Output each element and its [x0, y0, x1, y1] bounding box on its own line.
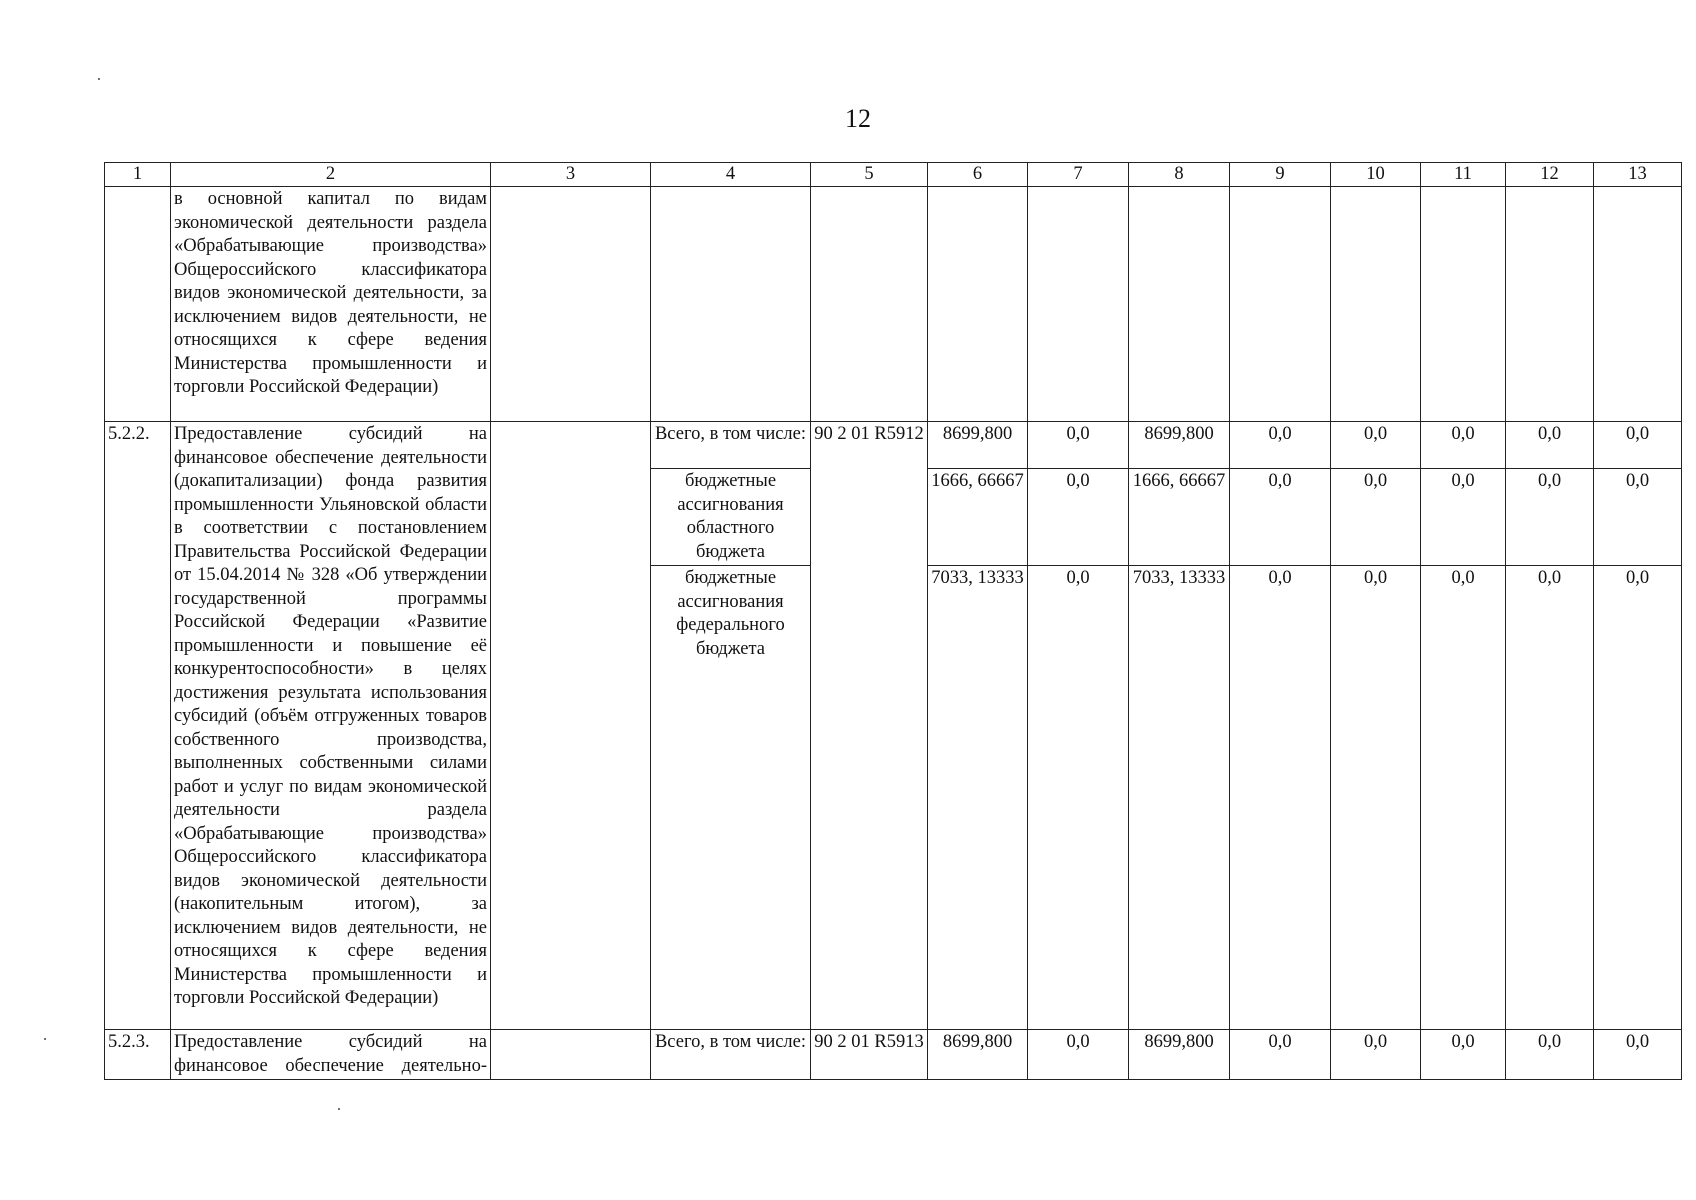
value-cell: 0,0 — [1594, 422, 1682, 469]
table-row — [105, 422, 1682, 469]
budget-table — [104, 162, 1682, 1080]
funding-source: Всего, в том числе: — [651, 422, 811, 469]
row-description: Предоставление субсидий на финансовое обеспечение деятельности (докапитализации) фонда развития промышленности Ульяновской области в соответствии с постановлением Правительства Российской Федерации от 15.04.2014 № 328 «Об утверждении государственной программы Российской Федерации «Развитие промышленности и повышение её конкурентоспособности» в целях достижения результата использования субсидий (объём отгруженных товаров собственного производства, выполненных собственными силами работ и услуг по видам экономической деятельности раздела «Обрабатывающие производства» Общероссийского классификатора видов экономической деятельности (накопительным итогом), за исключением видов деятельности, не относящихся к сфере ведения Министерства промышленности и торговли Российской Федерации) — [171, 422, 491, 1030]
col-header: 3 — [491, 163, 651, 187]
col-header: 1 — [105, 163, 171, 187]
value-cell: 0,0 — [1230, 1030, 1331, 1080]
value-cell: 0,0 — [1230, 469, 1331, 566]
value-cell: 0,0 — [1594, 566, 1682, 1030]
budget-code: 90 2 01 R5913 — [811, 1030, 928, 1080]
col-header: 4 — [651, 163, 811, 187]
funding-source: бюджетные ассигнования областного бюджета — [651, 469, 811, 566]
col-header: 2 — [171, 163, 491, 187]
value-cell: 0,0 — [1421, 1030, 1506, 1080]
value-cell: 1666, 66667 — [1129, 469, 1230, 566]
col-header: 12 — [1506, 163, 1594, 187]
value-cell: 0,0 — [1594, 1030, 1682, 1080]
value-cell: 0,0 — [1506, 469, 1594, 566]
value-cell: 0,0 — [1331, 1030, 1421, 1080]
row-description: в основной капитал по видам экономической деятельности раздела «Обрабатывающие производства» Общероссийского классификатора видов экономической деятельности, за исключением видов деятельности, не относящихся к сфере ведения Министерства промышленности и торговли Российской Федерации) — [171, 187, 491, 422]
value-cell: 0,0 — [1594, 469, 1682, 566]
value-cell: 8699,800 — [928, 1030, 1028, 1080]
value-cell: 0,0 — [1331, 469, 1421, 566]
value-cell: 0,0 — [1331, 566, 1421, 1030]
row-description: Предоставление субсидий на финансовое обеспечение деятельно- — [171, 1030, 491, 1080]
row-number: 5.2.3. — [105, 1030, 171, 1080]
value-cell: 8699,800 — [928, 422, 1028, 469]
scan-speck — [338, 1108, 340, 1110]
value-cell: 7033, 13333 — [928, 566, 1028, 1030]
col-header: 7 — [1028, 163, 1129, 187]
col-header: 10 — [1331, 163, 1421, 187]
funding-source: бюджетные ассигнования федерального бюджета — [651, 566, 811, 1030]
value-cell: 0,0 — [1028, 469, 1129, 566]
page-number: 12 — [845, 104, 871, 133]
value-cell: 0,0 — [1421, 422, 1506, 469]
value-cell: 0,0 — [1028, 1030, 1129, 1080]
value-cell: 0,0 — [1421, 469, 1506, 566]
value-cell: 1666, 66667 — [928, 469, 1028, 566]
funding-source: Всего, в том числе: — [651, 1030, 811, 1080]
col-header: 6 — [928, 163, 1028, 187]
value-cell: 8699,800 — [1129, 1030, 1230, 1080]
value-cell: 7033, 13333 — [1129, 566, 1230, 1030]
value-cell: 0,0 — [1230, 422, 1331, 469]
table-row — [105, 1030, 1682, 1080]
col-header: 8 — [1129, 163, 1230, 187]
value-cell: 0,0 — [1506, 422, 1594, 469]
scan-speck — [98, 78, 100, 80]
value-cell: 0,0 — [1506, 1030, 1594, 1080]
value-cell: 8699,800 — [1129, 422, 1230, 469]
budget-code: 90 2 01 R5912 — [811, 422, 928, 1030]
value-cell: 0,0 — [1506, 566, 1594, 1030]
col-header: 9 — [1230, 163, 1331, 187]
col-header: 13 — [1594, 163, 1682, 187]
value-cell: 0,0 — [1028, 422, 1129, 469]
value-cell: 0,0 — [1230, 566, 1331, 1030]
row-number: 5.2.2. — [105, 422, 171, 1030]
scan-speck — [44, 1038, 46, 1040]
value-cell: 0,0 — [1331, 422, 1421, 469]
col-header: 5 — [811, 163, 928, 187]
value-cell: 0,0 — [1028, 566, 1129, 1030]
col-header: 11 — [1421, 163, 1506, 187]
table-row — [105, 187, 1682, 422]
header-row — [105, 163, 1682, 187]
value-cell: 0,0 — [1421, 566, 1506, 1030]
